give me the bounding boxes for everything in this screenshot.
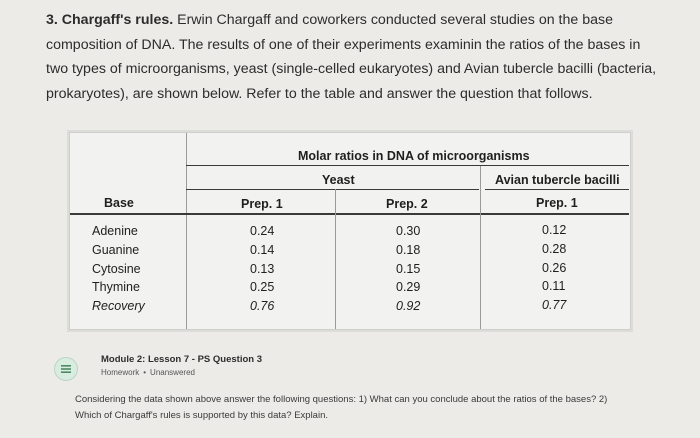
cell-yeast-prep1: 0.76 [250,299,275,313]
cell-yeast-prep1: 0.24 [250,224,275,238]
cell-avian-prep1: 0.77 [542,298,567,312]
header-prep1: Prep. 1 [241,197,283,211]
question-prompt: Considering the data shown above answer the following questions: 1) What can you conclude about the ratios of the bases? 2) Which of Chargaff's rules is supported by this data? Explain. [75,394,608,421]
header-avian-prep1: Prep. 1 [536,196,578,210]
row-base: Guanine [92,243,140,257]
cell-yeast-prep2: 0.29 [396,280,421,294]
table-divider [186,133,187,329]
module-title: Module 2: Lesson 7 - PS Question 3 [101,354,262,365]
cell-yeast-prep2: 0.92 [396,299,421,313]
table-rule [70,213,629,215]
data-table [69,132,631,330]
row-base: Recovery [92,299,145,313]
module-meta [101,368,195,377]
row-base: Adenine [92,224,138,238]
cell-yeast-prep2: 0.30 [396,224,421,238]
table-rule [186,189,479,190]
table-divider [335,189,336,329]
bullet-icon: • [143,368,147,377]
cell-avian-prep1: 0.26 [542,261,567,275]
cell-avian-prep1: 0.11 [542,279,566,293]
cell-yeast-prep2: 0.15 [396,262,421,276]
table-rule [186,165,629,166]
question-title: 3. Chargaff's rules. [46,12,174,28]
header-yeast: Yeast [322,173,355,187]
header-avian: Avian tubercle bacilli [495,173,620,187]
question-body: Erwin Chargaff and coworkers conducted several studies on the base composition of DNA. The results of one of their experiments examinin the ratios of the bases in two types of microorganisms, yeast (single-celled eukaryotes) and Avian tubercle bacilli (bacteria, prokaryotes), are shown below. Refer to the table and answer the question that follows. [46,12,657,102]
cell-yeast-prep1: 0.13 [250,262,275,276]
question-text [46,8,666,106]
cell-avian-prep1: 0.12 [542,223,567,237]
table-divider [480,166,481,329]
cell-yeast-prep1: 0.14 [250,243,275,257]
row-base: Thymine [92,280,140,294]
table-rule [485,189,629,190]
header-base: Base [104,196,134,210]
header-prep2: Prep. 2 [386,197,428,211]
table-main-header: Molar ratios in DNA of microorganisms [298,149,530,163]
cell-yeast-prep1: 0.25 [250,280,275,294]
cell-yeast-prep2: 0.18 [396,243,421,257]
cell-avian-prep1: 0.28 [542,242,567,256]
list-icon [54,357,78,381]
row-base: Cytosine [92,262,141,276]
module-status: Unanswered [150,368,195,377]
module-type: Homework [101,368,140,377]
